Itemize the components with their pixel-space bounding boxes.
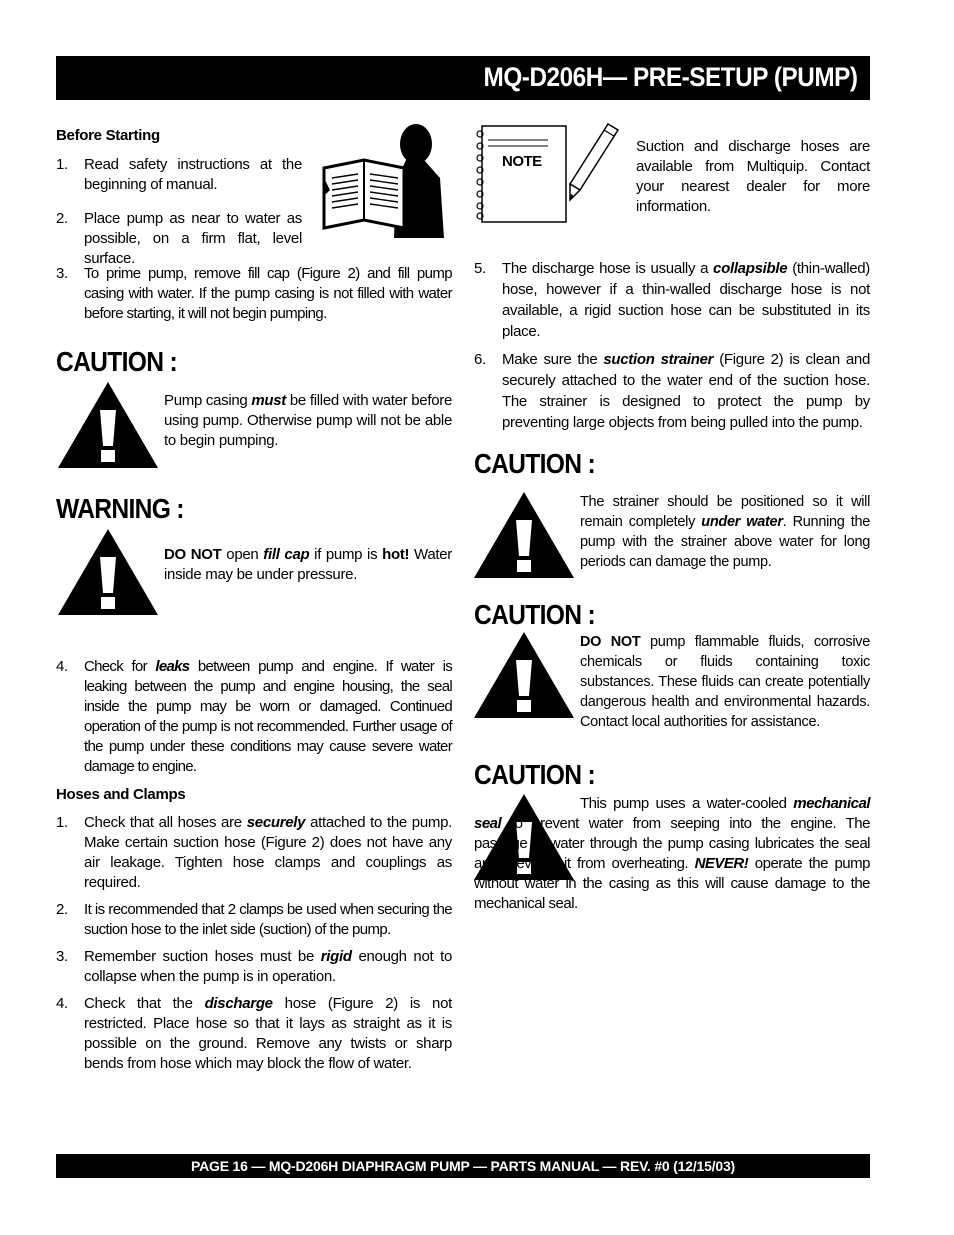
list-item: 1. Read safety instructions at the beginning of manual. [56, 156, 302, 193]
caution-heading: CAUTION : [56, 346, 177, 377]
note-label: NOTE [502, 153, 542, 170]
list-item: 1. Check that all hoses are securely attached to the pump. Make certain suction hose (Figure 2) does not have any air leakage. Tighten hose clamps and couplings as required. [56, 814, 452, 891]
caution-heading: CAUTION : [474, 759, 595, 790]
list-item: 6. Make sure the suction strainer (Figure 2) is clean and securely attached to the water end of the suction hose. The strainer is designed to protect the pump by preventing large objects from being pulled into the pump. [474, 351, 870, 431]
caution-text: This pump uses a water-cooled mechanical seal to prevent water from seeping into the engine. The passage of water through the pump casing lubricates the seal and prevents it from overheating. NEVER! operate the pump without water in the casing as this will cause damage to the mechanical seal. [474, 795, 870, 912]
list-item: 3. Remember suction hoses must be rigid enough not to collapse when the pump is in operation. [56, 948, 453, 985]
before-starting-section [56, 126, 302, 269]
page-header [56, 56, 870, 100]
hoses-heading: Hoses and Clamps [56, 786, 186, 803]
list-item: 2. Place pump as near to water as possible, on a firm flat, level surface. [56, 210, 302, 267]
note-text: Suction and discharge hoses are available from Multiquip. Contact your nearest dealer for more information. [636, 138, 870, 215]
list-item: 2. It is recommended that 2 clamps be used when securing the suction hose to the inlet side (suction) of the pump. [56, 901, 452, 938]
caution-text: Pump casing must be filled with water before using pump. Otherwise pump will not be able to begin pumping. [164, 392, 452, 449]
exclamation-triangle-icon [56, 527, 160, 617]
list-item: 4. Check that the discharge hose (Figure 2) is not restricted. Place hose so that it lays as straight as it is possible on the ground. Remove any twists or sharp bends from hose which may block the flow of water. [56, 995, 452, 1072]
warning-text: DO NOT open fill cap if pump is hot! Water inside may be under pressure. [164, 546, 452, 583]
caution-text: The strainer should be positioned so it will remain completely under water. Running the pump with the strainer above water for long periods can damage the pump. [580, 494, 871, 570]
exclamation-triangle-icon [56, 380, 160, 470]
pencil-icon [566, 120, 622, 204]
list-item: 4. Check for leaks between pump and engine. If water is leaking between the pump and engine housing, the seal inside the pump may be worn or damaged. Continued operation of the pump is not recommended. Further usage of the pump under these conditions may cause severe water damage to engine. [56, 658, 452, 775]
page-footer: PAGE 16 — MQ-D206H DIAPHRAGM PUMP — PARTS MANUAL — REV. #0 (12/15/03) [56, 1154, 870, 1178]
list-item: 5. The discharge hose is usually a collapsible (thin-walled) hose, however if a thin-walled discharge hose is not available, a rigid suction hose can be substituted in its place. [474, 260, 871, 340]
caution-heading: CAUTION : [474, 599, 595, 630]
exclamation-triangle-icon [472, 490, 576, 580]
right-list [474, 258, 870, 433]
exclamation-triangle-icon [472, 630, 576, 720]
caution-text: DO NOT pump flammable fluids, corrosive chemicals or fluids containing toxic substances. These fluids can create potentially dangerous health and environmental hazards. Contact local authorities for assistance. [580, 634, 870, 730]
list-item: 3. To prime pump, remove fill cap (Figure 2) and fill pump casing with water. If the pump casing is not filled with water before starting, it will not begin pumping. [56, 265, 452, 322]
page-title: MQ-D206H— PRE-SETUP (PUMP) [483, 62, 858, 92]
caution-heading: CAUTION : [474, 448, 595, 479]
person-reading-manual-icon [320, 120, 456, 240]
warning-heading: WARNING : [56, 493, 184, 524]
before-starting-heading: Before Starting [56, 127, 160, 144]
hoses-section [56, 657, 452, 1074]
